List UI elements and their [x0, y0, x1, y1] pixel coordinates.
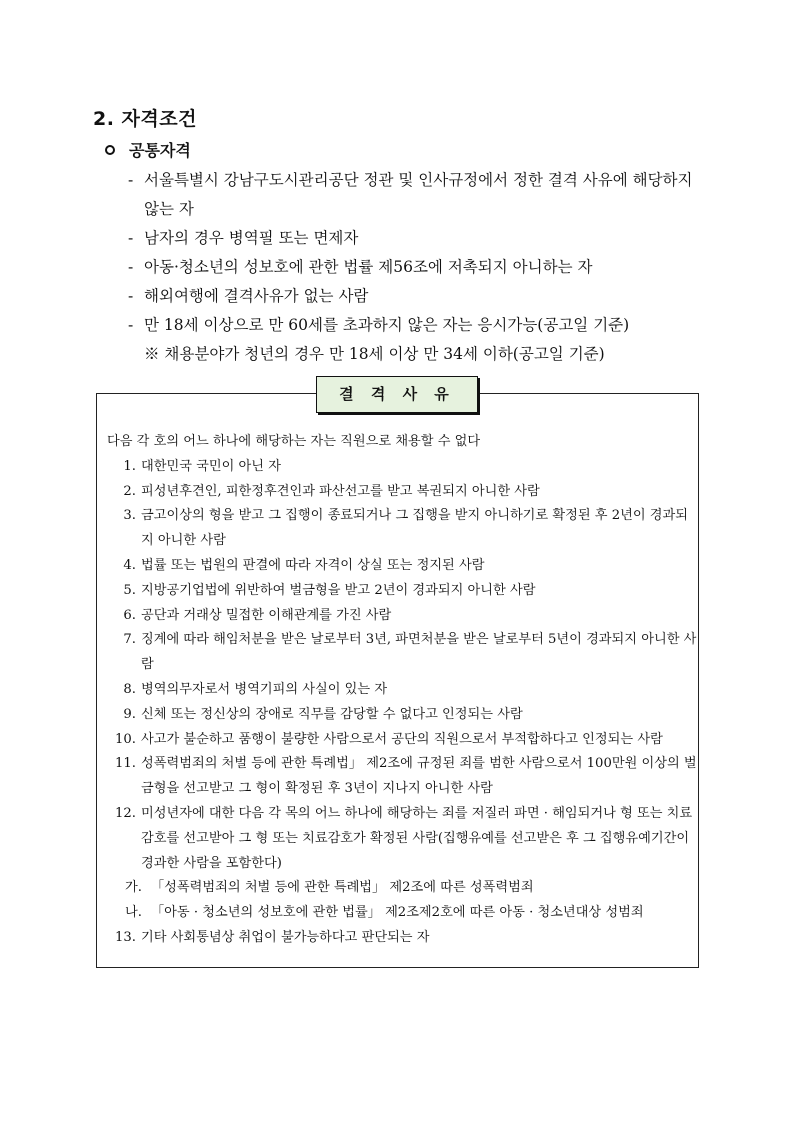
requirement-note: ※ 채용분야가 청년의 경우 만 18세 이상 만 34세 이하(공고일 기준): [144, 345, 605, 363]
subitem-text: 「아동 · 청소년의 성보호에 관한 법률」 제2조제2호에 따른 아동 · 청소년대상 성범죄: [151, 905, 644, 921]
disqualification-item: [107, 480, 697, 505]
item-text: 대한민국 국민이 아닌 자: [141, 458, 281, 474]
disqualification-subitem: [107, 876, 697, 901]
dash-bullet: -: [128, 287, 134, 305]
requirement-text: 해외여행에 결격사유가 없는 사람: [144, 287, 369, 305]
disqualification-subitem: [107, 901, 697, 926]
item-text: 공단과 거래상 밀접한 이해관계를 가진 사람: [141, 607, 392, 623]
requirement-text: 만 18세 이상으로 만 60세를 초과하지 않은 자는 응시가능(공고일 기준): [144, 316, 630, 334]
disqualification-item: [107, 554, 697, 579]
item-number: 5.: [123, 582, 136, 598]
item-number: 4.: [123, 557, 136, 573]
disqualification-item: [107, 703, 697, 728]
subitem-number: 가.: [125, 880, 142, 896]
requirement-item: [128, 253, 708, 282]
item-number: 11.: [115, 756, 136, 772]
item-number: 6.: [123, 607, 136, 623]
disqualification-item: [107, 752, 697, 802]
dash-bullet: -: [128, 229, 134, 247]
item-text: 금고이상의 형을 받고 그 집행이 종료되거나 그 집행을 받지 아니하기로 확정된 후 2년이 경과되지 아니한 사람: [141, 508, 688, 549]
disqualification-intro: 다음 각 호의 어느 하나에 해당하는 자는 직원으로 채용할 수 없다: [107, 434, 481, 449]
item-number: 12.: [115, 805, 136, 821]
disqualification-item: [107, 455, 697, 480]
item-number: 7.: [123, 632, 136, 648]
item-number: 9.: [123, 706, 136, 722]
item-text: 법률 또는 법원의 판결에 따라 자격이 상실 또는 정지된 사람: [141, 557, 485, 573]
requirement-text: 남자의 경우 병역필 또는 면제자: [144, 229, 359, 247]
disqualification-item: [107, 604, 697, 629]
disqualification-item: [107, 628, 697, 678]
item-text: 지방공기업법에 위반하여 벌금형을 받고 2년이 경과되지 아니한 사람: [141, 582, 536, 598]
circle-bullet-icon: [105, 145, 115, 155]
item-text: 병역의무자로서 병역기피의 사실이 있는 자: [141, 681, 388, 697]
dash-bullet: -: [128, 171, 134, 189]
dash-bullet: -: [128, 258, 134, 276]
section-title: 2. 자격조건: [93, 108, 197, 130]
disqualification-item: [107, 579, 697, 604]
requirement-text: 서울특별시 강남구도시관리공단 정관 및 인사규정에서 정한 결격 사유에 해당하지 않는 자: [144, 171, 693, 218]
disqualification-item: [107, 678, 697, 703]
item-number: 13.: [115, 929, 136, 945]
item-number: 2.: [123, 483, 136, 499]
requirement-text: 아동·청소년의 성보호에 관한 법률 제56조에 저촉되지 아니하는 자: [144, 258, 593, 276]
item-text: 미성년자에 대한 다음 각 목의 어느 하나에 해당하는 죄를 저질러 파면 · 해임되거나 형 또는 치료감호를 선고받아 그 형 또는 치료감호가 확정된 사람(집행유예를 선고받은 후 그 집행유예기간이 경과한 사람을 포함한다): [141, 805, 693, 871]
requirement-item: [128, 282, 708, 311]
subsection-heading: [105, 138, 191, 161]
item-number: 3.: [123, 508, 136, 524]
item-text: 징계에 따라 해임처분을 받은 날로부터 3년, 파면처분을 받은 날로부터 5년이 경과되지 아니한 사람: [141, 632, 697, 673]
subitem-text: 「성폭력범죄의 처벌 등에 관한 특례법」 제2조에 따른 성폭력범죄: [151, 880, 534, 896]
requirement-item: [128, 166, 708, 224]
disqualification-item: [107, 728, 697, 753]
item-number: 1.: [123, 458, 136, 474]
dash-bullet: -: [128, 316, 134, 334]
requirement-item: [128, 311, 708, 340]
disqualification-title: 결 격 사 유: [316, 376, 478, 413]
subsection-title: 공통자격: [129, 141, 191, 160]
disqualification-item: [107, 926, 697, 951]
disqualification-content: [107, 430, 697, 951]
item-text: 기타 사회통념상 취업이 불가능하다고 판단되는 자: [141, 929, 430, 945]
item-text: 사고가 불순하고 품행이 불량한 사람으로서 공단의 직원으로서 부적합하다고 인정되는 사람: [141, 731, 663, 747]
subitem-number: 나.: [125, 905, 142, 921]
item-number: 8.: [123, 681, 136, 697]
requirement-item: [128, 224, 708, 253]
item-text: 피성년후견인, 피한정후견인과 파산선고를 받고 복권되지 아니한 사람: [141, 483, 540, 499]
disqualification-item: [107, 504, 697, 554]
item-text: 신체 또는 정신상의 장애로 직무를 감당할 수 없다고 인정되는 사람: [141, 706, 523, 722]
item-text: 성폭력범죄의 처벌 등에 관한 특례법」 제2조에 규정된 죄를 범한 사람으로서 100만원 이상의 벌금형을 선고받고 그 형이 확정된 후 3년이 지나지 아니한 사람: [141, 756, 697, 797]
disqualification-item: [107, 802, 697, 876]
requirement-list: [128, 166, 708, 369]
item-number: 10.: [115, 731, 136, 747]
